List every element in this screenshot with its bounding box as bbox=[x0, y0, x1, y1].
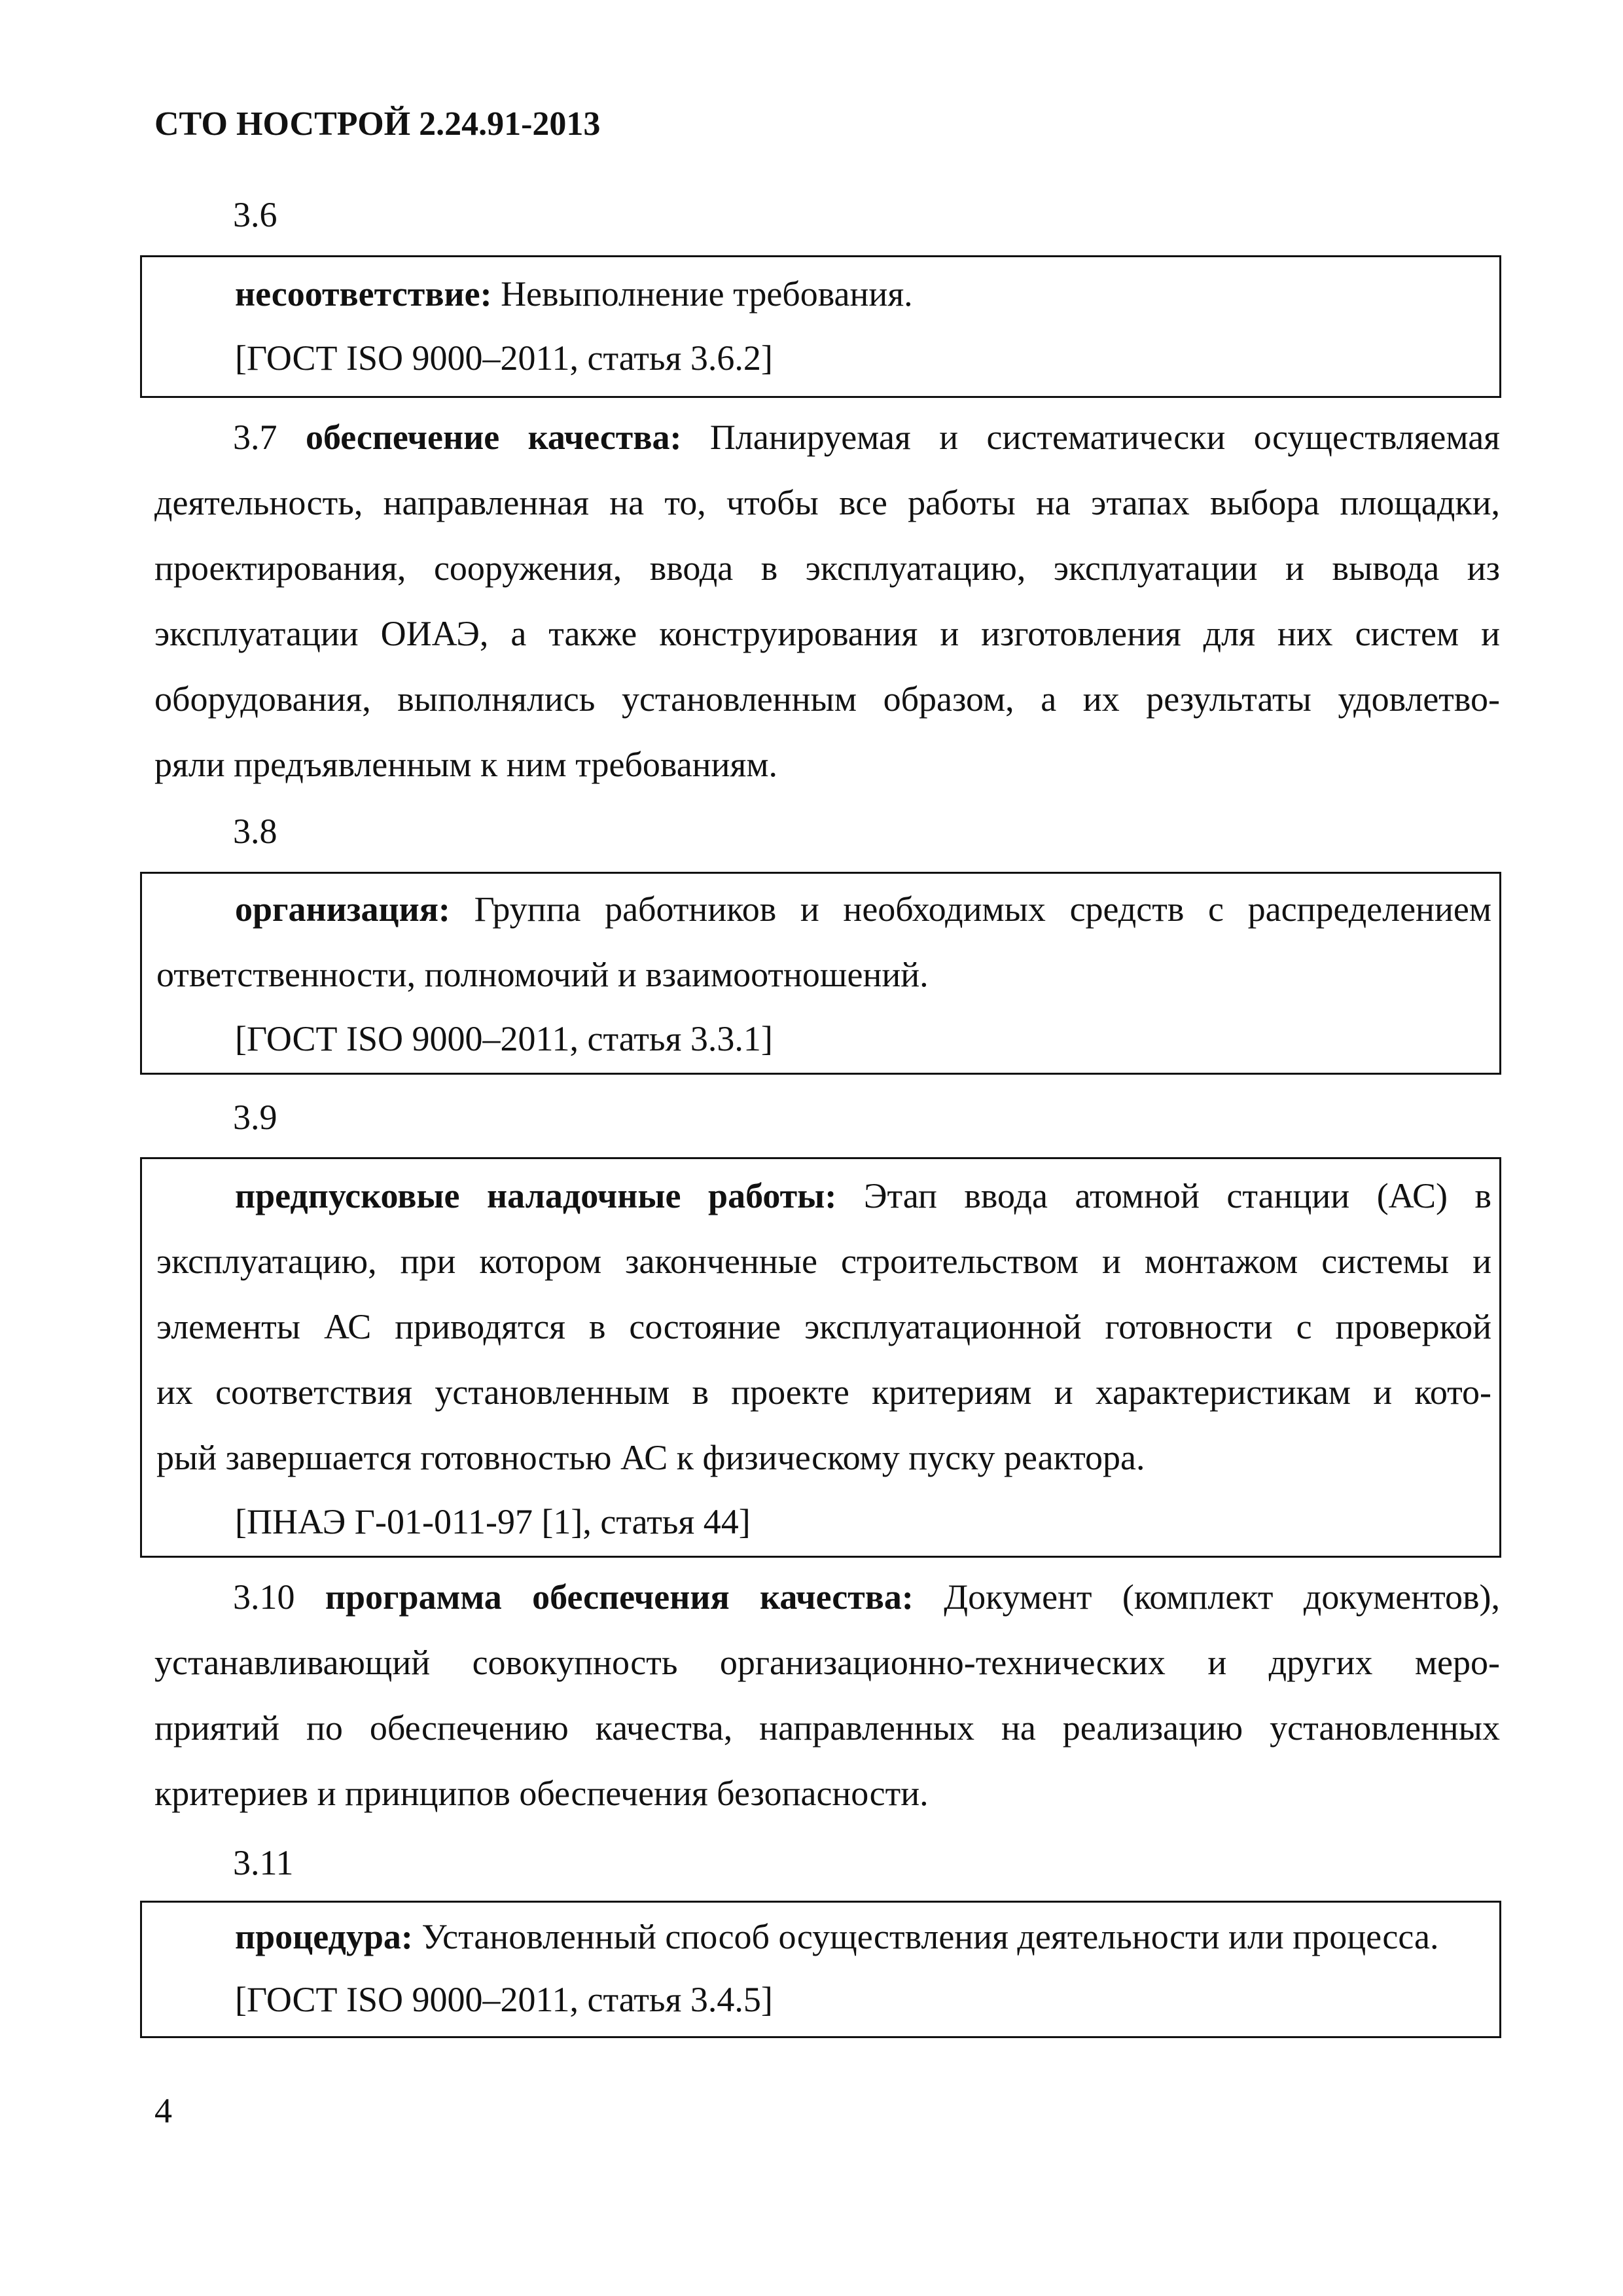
entry-number: 3.6 bbox=[233, 195, 277, 234]
paragraph-line: оборудования, выполнялись установленным образом, а их результаты удовлетво- bbox=[154, 679, 1500, 719]
definition-source: [ГОСТ ISO 9000–2011, статья 3.3.1] bbox=[235, 1019, 773, 1058]
definition-box bbox=[140, 1901, 1501, 2038]
definition-text: Этап ввода атомной станции (АС) в bbox=[863, 1176, 1492, 1215]
definition-box bbox=[140, 255, 1501, 398]
entry-number: 3.8 bbox=[233, 812, 277, 851]
paragraph-line: деятельность, направленная на то, чтобы все работы на этапах выбора площадки, bbox=[154, 483, 1500, 522]
paragraph-line: ряли предъявленным к ним требованиям. bbox=[154, 745, 777, 784]
paragraph-first-line bbox=[233, 1571, 1500, 1623]
definition-source: [ПНАЭ Г-01-011-97 [1], статья 44] bbox=[235, 1502, 751, 1541]
term: программа обеспечения качества: bbox=[325, 1577, 914, 1617]
definition-source: [ГОСТ ISO 9000–2011, статья 3.6.2] bbox=[235, 338, 773, 378]
document-header: СТО НОСТРОЙ 2.24.91-2013 bbox=[154, 105, 601, 143]
term: процедура: bbox=[235, 1917, 413, 1956]
term: предпусковые наладочные работы: bbox=[235, 1176, 837, 1215]
definition-text: Невыполнение требования. bbox=[491, 274, 913, 314]
entry-number: 3.9 bbox=[233, 1098, 277, 1137]
paragraph-first-line bbox=[233, 411, 1500, 463]
definition-line: эксплуатацию, при котором законченные строительством и монтажом системы и bbox=[156, 1242, 1491, 1281]
definition-line bbox=[235, 1910, 1438, 1963]
term: несоответствие: bbox=[235, 274, 492, 314]
definition-text: Группа работников и необходимых средств с распределением bbox=[474, 889, 1491, 929]
term: обеспечение качества: bbox=[305, 418, 682, 457]
entry-number: 3.7 bbox=[233, 418, 277, 457]
paragraph-line: эксплуатации ОИАЭ, а также конструирования и изготовления для них систем и bbox=[154, 614, 1500, 653]
definition-line bbox=[235, 883, 1491, 935]
definition-line bbox=[235, 1170, 1491, 1222]
page-number: 4 bbox=[154, 2091, 172, 2130]
entry-number: 3.10 bbox=[233, 1577, 295, 1617]
definition-line: элементы АС приводятся в состояние эксплуатационной готовности с проверкой bbox=[156, 1307, 1491, 1346]
term: организация: bbox=[235, 889, 450, 929]
definition-line: рый завершается готовностью АС к физическому пуску реактора. bbox=[156, 1438, 1145, 1477]
definition-text: Планируемая и систематически осуществляемая bbox=[709, 418, 1501, 457]
definition-line: их соответствия установленным в проекте критериям и характеристикам и кото- bbox=[156, 1372, 1491, 1412]
definition-source: [ГОСТ ISO 9000–2011, статья 3.4.5] bbox=[235, 1980, 773, 2019]
definition-text: Установленный способ осуществления деятельности или процесса. bbox=[412, 1917, 1439, 1956]
paragraph-line: приятий по обеспечению качества, направленных на реализацию установленных bbox=[154, 1708, 1500, 1748]
definition-box bbox=[140, 872, 1501, 1075]
paragraph-line: проектирования, сооружения, ввода в эксплуатацию, эксплуатации и вывода из bbox=[154, 548, 1500, 588]
definition-text: Документ (комплект документов), bbox=[944, 1577, 1500, 1617]
paragraph-line: устанавливающий совокупность организационно-технических и других меро- bbox=[154, 1643, 1500, 1682]
definition-box bbox=[140, 1157, 1501, 1558]
definition-line bbox=[235, 268, 913, 320]
paragraph-line: критериев и принципов обеспечения безопасности. bbox=[154, 1774, 929, 1813]
definition-line: ответственности, полномочий и взаимоотношений. bbox=[156, 955, 929, 994]
entry-number: 3.11 bbox=[233, 1843, 294, 1882]
